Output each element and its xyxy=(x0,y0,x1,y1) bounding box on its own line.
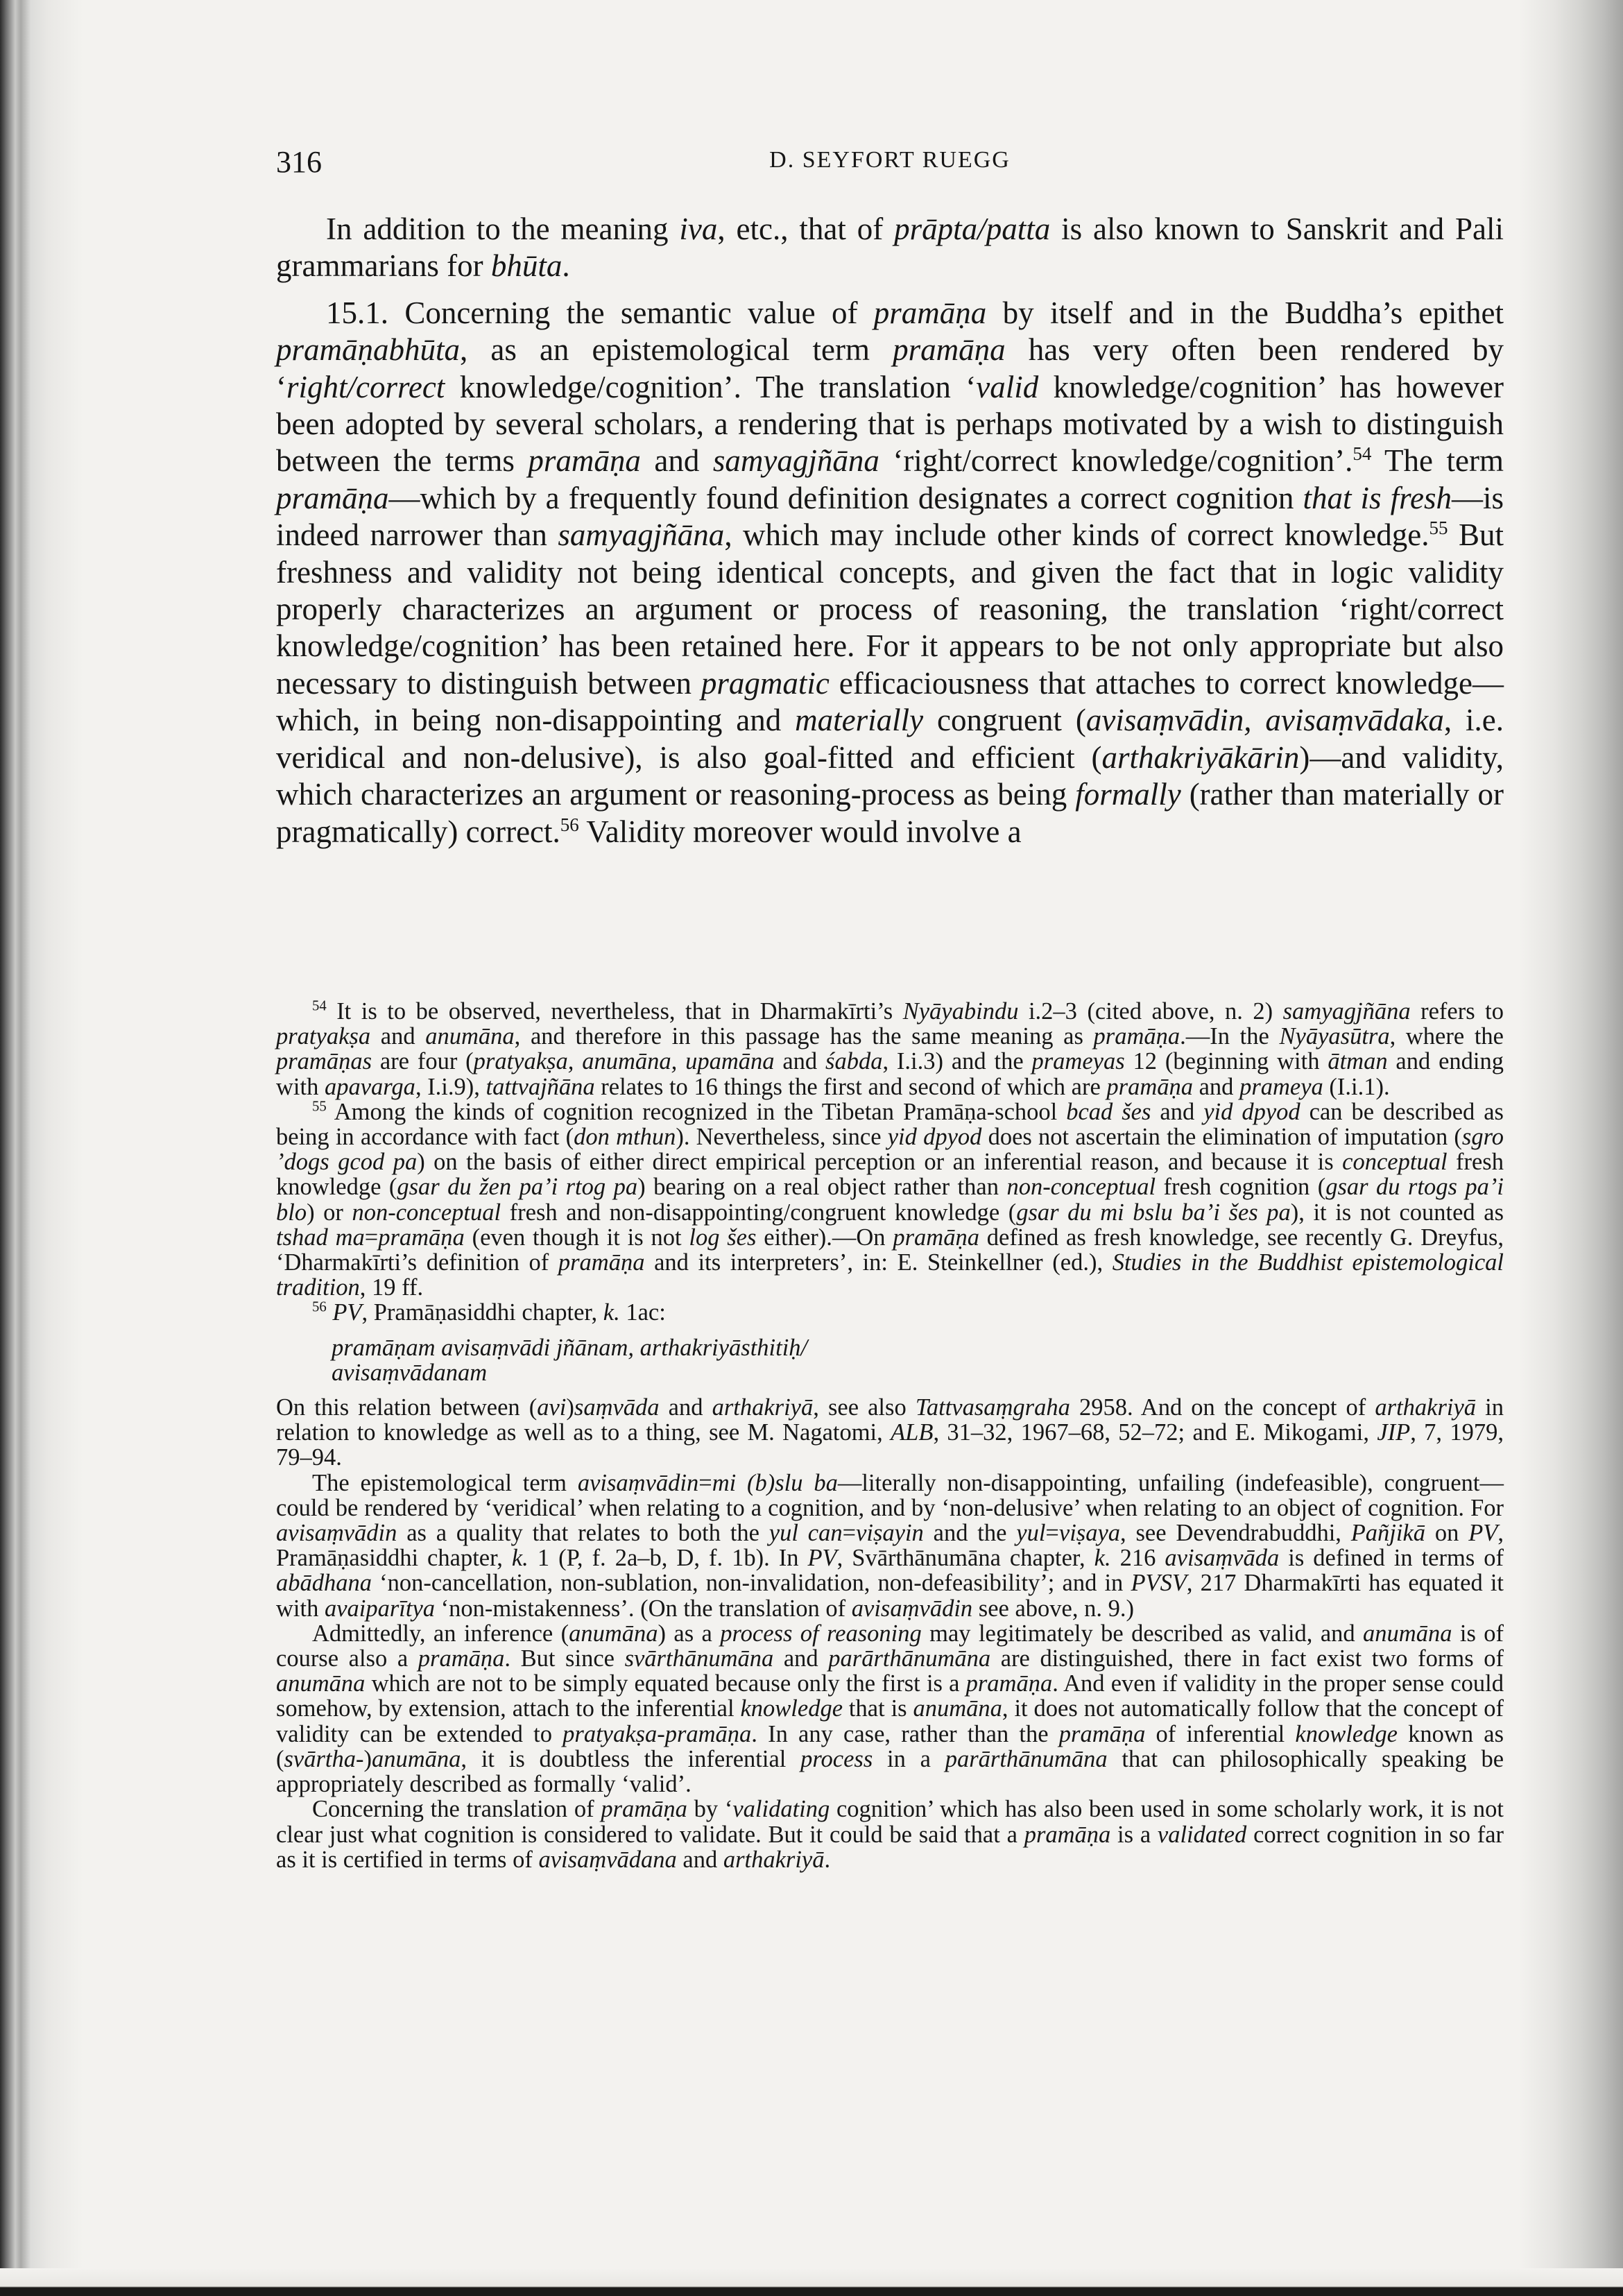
scan-shadow-left xyxy=(0,0,83,2296)
footnote-56-avisamvadin: The epistemological term avisaṃvādin=mi (b)slu ba—literally non-disappointing, unfailing (indefeasible), congruent—could be rendered by ‘veridical’ when relating to a cognition, and by ‘non-delusive’ when relating to an object of cognition. For avisaṃvādin as a quality that relates to both the yul can=viṣayin and the yul=viṣaya, see Devendrabuddhi, Pañjikā on PV, Pramāṇasiddhi chapter, k. 1 (P, f. 2a–b, D, f. 1b). In PV, Svārthānumāna chapter, k. 216 avisaṃvāda is defined in terms of abādhana ‘non-cancellation, non-sublation, non-invalidation, non-defeasibility’; and in PVSV, 217 Dharmakīrti has equated it with avaiparītya ‘non-mistakenness’. (On the translation of avisaṃvādin see above, n. 9.) xyxy=(276,1469,1504,1622)
footnote-56-quote: pramāṇam avisaṃvādi jñānam, arthakriyāsthitiḥ/ avisaṃvādanam xyxy=(332,1334,808,1386)
footnote-55: $^{55}$ Among the kinds of cognition recognized in the Tibetan Pramāṇa-school bcad šes and yid dpyod can be described as being in accordance with fact (don mthun). Nevertheless, since yid dpyod does not ascertain the elimination of imputation (sgro ’dogs gcod pa) on the basis of either direct empirical perception or an inferential reason, and because it is conceptual fresh knowledge (gsar du žen pa’i rtog pa) bearing on a real object rather than non-conceptual fresh cognition (gsar du rtogs pa’i blo) or non-conceptual fresh and non-disappointing/congruent knowledge (gsar du mi bslu ba’i šes pa), it is not counted as tshad ma=pramāṇa (even though it is not log šes either).—On pramāṇa defined as fresh knowledge, see recently G. Dreyfus, ‘Dharmakīrti’s definition of pramāṇa and its interpreters’, in: E. Steinkellner (ed.), Studies in the Buddhist epistemological tradition, 19 ff. xyxy=(276,1098,1504,1301)
main-text xyxy=(276,211,1504,860)
footnote-56: $^{56}$ PV, Pramāṇasiddhi chapter, k. 1ac: xyxy=(312,1299,666,1326)
running-head: D. SEYFORT RUEGG xyxy=(769,147,1011,173)
footnote-56-inference: Admittedly, an inference (anumāna) as a process of reasoning may legitimately be described as valid, and anumāna is of course also a pramāṇa. But since svārthānumāna and parārthānumāna are distinguished, there in fact exist two forms of anumāna which are not to be simply equated because only the first is a pramāṇa. And even if validity in the proper sense could somehow, by extension, attach to the inferential knowledge that is anumāna, it does not automatically follow that the concept of validity can be extended to pratyakṣa-pramāṇa. In any case, rather than the pramāṇa of inferential knowledge known as (svārtha-)anumāna, it is doubtless the inferential process in a parārthānumāna that can philosophically speaking be appropriately described as formally ‘valid’. xyxy=(276,1620,1504,1798)
footnote-56-relation: On this relation between (avi)saṃvāda and arthakriyā, see also Tattvasaṃgraha 2958. And on the concept of arthakriyā in relation to knowledge as well as to a thing, see M. Nagatomi, ALB, 31–32, 1967–68, 52–72; and E. Mikogami, JIP, 7, 1979, 79–94. xyxy=(276,1394,1504,1471)
footnotes xyxy=(276,999,1504,1872)
footnote-54: $^{54}$ It is to be observed, nevertheless, that in Dharmakīrti’s Nyāyabindu i.2–3 (cited above, n. 2) samyagjñāna refers to pratyakṣa and anumāna, and therefore in this passage has the same meaning as pramāṇa.—In the Nyāyasūtra, where the pramāṇas are four (pratyakṣa, anumāna, upamāna and śabda, I.i.3) and the prameyas 12 (beginning with ātman and ending with apavarga, I.i.9), tattvajñāna relates to 16 things the first and second of which are pramāṇa and prameya (I.i.1). xyxy=(276,998,1504,1100)
footnote-56-validating: Concerning the translation of pramāṇa by ‘validating cognition’ which has also been used in some scholarly work, it is not clear just what cognition is considered to validate. But it could be said that a pramāṇa is a validated correct cognition in so far as it is certified in terms of avisaṃvādana and arthakriyā. xyxy=(276,1796,1504,1873)
paragraph-15-1: 15.1. Concerning the semantic value of pramāṇa by itself and in the Buddha’s epithet pramāṇabhūta, as an epistemological term pramāṇa has very often been rendered by ‘right/correct knowledge/cognition’. The translation ‘valid knowledge/cognition’ has however been adopted by several scholars, a rendering that is perhaps motivated by a wish to distinguish between the terms pramāṇa and samyagjñāna ‘right/correct knowledge/cognition’.$^{54}$ The term pramāṇa—which by a frequently found definition designates a correct cognition that is fresh—is indeed narrower than samyagjñāna, which may include other kinds of correct knowledge.$^{55}$ But freshness and validity not being identical concepts, and given the fact that in logic validity properly characterizes an argument or process of reasoning, the translation ‘right/correct knowledge/cognition’ has been retained here. For it appears to be not only appropriate but also necessary to distinguish between pragmatic efficaciousness that attaches to correct knowledge—which, in being non-disappointing and materially congruent (avisaṃvādin, avisaṃvādaka, i.e. veridical and non-delusive), is also goal-fitted and efficient (arthakriyākārin)—and validity, which characterizes an argument or reasoning-process as being formally (rather than materially or pragmatically) correct.$^{56}$ Validity moreover would involve a xyxy=(276,295,1504,849)
scan-shadow-right xyxy=(1519,0,1623,2296)
scan-edge-bottom xyxy=(0,2268,1623,2296)
page-header xyxy=(276,144,1504,186)
paragraph-1: In addition to the meaning iva, etc., that of prāpta/patta is also known to Sanskrit and Pali grammarians for bhūta. xyxy=(276,212,1504,284)
page-number: 316 xyxy=(276,145,322,179)
